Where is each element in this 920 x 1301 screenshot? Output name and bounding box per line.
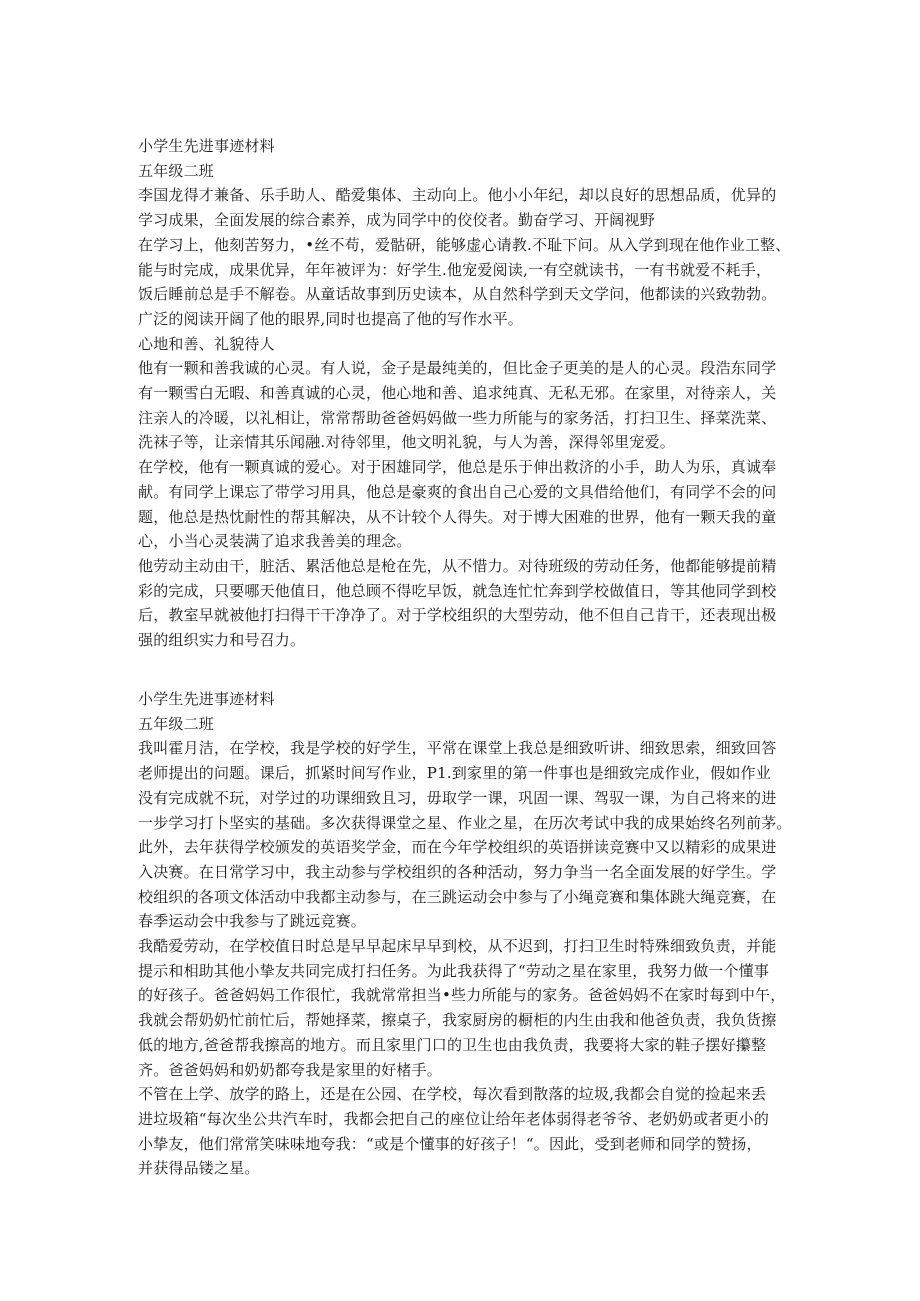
paragraph-line: 他劳动主动由干，脏活、累活他总是枪在先，从不惜力。对待班级的劳动任务，他都能够提前精	[138, 556, 777, 575]
paragraph-line: 心地和善、礼貌待人	[138, 334, 275, 353]
paragraph-line: 小挚友，他们常常笑味味地夸我：“或是个懂事的好孩子！“。因此，受到老师和同学的赞扬，	[138, 1134, 762, 1153]
document-title: 小学生先进事迹材料	[138, 137, 275, 155]
paragraph-line: 在学习上，他刻苦努力，•丝不苟，爱骷研，能够虚心请教.不耻下问。从入学到现在他作业工整、	[138, 235, 791, 254]
paragraph-line: 校组织的各项文体活动中我都主动参与，在三跳运动会中参与了小绳竞赛和集体跳大绳竞赛，在	[138, 887, 777, 906]
paragraph-line: 没有完成就不玩，对学过的功课细致且习，毋取学一课，巩固一课、驾驭一课，为自己将来的进	[138, 788, 777, 807]
paragraph-line: 他有一颗和善我诚的心灵。有人说，金子是最纯美的，但比金子更美的是人的心灵。段浩东同学	[138, 359, 777, 378]
paragraph-line: 入决赛。在日常学习中，我主动参与学校组织的各种活动，努力争当一名全面发展的好学生。学	[138, 862, 777, 881]
paragraph-line: 并获得品镂之星。	[138, 1159, 260, 1178]
paragraph-line: 一步学习打卜坚实的基础。多次获得课堂之星、作业之星，在历次考试中我的成果始终名列前茅。	[138, 813, 792, 832]
paragraph-line: 洗袜子等，让亲情其乐闻融.对待邻里，他文明礼貌，与人为善，深得邻里宠爱。	[138, 433, 675, 452]
class-label: 五年级二班	[138, 714, 215, 733]
paragraph-line: 题，他总是热忱耐性的帮其解决，从不计较个人得失。对于博大困难的世界，他有一颗天我的童	[138, 507, 777, 526]
paragraph-line: 齐。爸爸妈妈和奶奶都夸我是家里的好楮手。	[138, 1060, 443, 1079]
paragraph-line: 有一颗雪白无暇、和善真诚的心灵，他心地和善、追求纯真、无私无邪。在家里，对待亲人，关	[138, 384, 777, 403]
paragraph-line: 此外，去年获得学校颁发的英语奖学金，而在今年学校组织的英语拼读竞赛中又以精彩的成果进	[138, 838, 777, 857]
paragraph-line: 李国龙得才兼备、乐手助人、酷爱集体、主动向上。他小小年纪，却以良好的思想品质，优异的	[138, 186, 777, 205]
paragraph-line: 老师提出的问题。课后，抓紧时间写作业，P1.到家里的第一件事也是细致完成作业，假如作业	[138, 764, 772, 783]
document-title: 小学生先进事迹材料	[138, 690, 275, 708]
paragraph-line: 彩的完成，只要哪天他值日，他总顾不得吃早饭，就急连忙忙奔到学校做值日，等其他同学到校	[138, 581, 777, 600]
paragraph-line: 学习成果，全面发展的综合素养，成为同学中的佼佼者。勤奋学习、开阔视野	[138, 211, 655, 230]
paragraph-line: 春季运动会中我参与了跳远竞赛。	[138, 912, 367, 931]
paragraph-line: 心，小当心灵装满了追求我善美的理念。	[138, 532, 412, 551]
paragraph-line: 我酷爱劳动，在学校值日时总是早早起床早早到校，从不迟到，打扫卫生时特殊细致负责，并能	[138, 937, 777, 956]
paragraph-line: 献。有同学上课忘了带学习用具，他总是豪爽的食出自己心爱的文具借给他们，有同学不会的问	[138, 482, 777, 501]
paragraph-line: 我就会帮奶奶忙前忙后，帮她择菜，擦桌子，我家厨房的橱柜的内生由我和他爸负责，我负货擦	[138, 1011, 777, 1030]
paragraph-line: 我叫霍月洁，在学校，我是学校的好学生，平常在课堂上我总是细致听讲、细致思索，细致回答	[138, 739, 777, 758]
paragraph-line: 饭后睡前总是手不解卷。从童话故事到历史读本，从自然科学到天文学问，他都读的兴致勃勃。	[138, 285, 777, 304]
paragraph-line: 低的地方,爸爸帮我擦高的地方。而且家里门口的卫生也由我负责，我要将大家的鞋子摆好攥整	[138, 1035, 767, 1054]
article-section-1	[138, 134, 791, 653]
paragraph-line: 后，教室早就被他打扫得干干净净了。对于学校组织的大型劳动，他不但自己肯干，还表现出极	[138, 606, 777, 625]
article-section-2	[138, 687, 792, 1181]
paragraph-line: 强的组织实力和号召力。	[138, 631, 306, 650]
paragraph-line: 在学校，他有一颗真诚的爱心。对于困雄同学，他总是乐于伸出救济的小手，助人为乐，真诚奉	[138, 458, 777, 477]
paragraph-line: 注亲人的冷暖，以礼相让，常常帮助爸爸妈妈做一些力所能与的家务活，打扫卫生、择菜洗菜、	[138, 408, 777, 427]
paragraph-line: 能与时完成，成果优异，年年被评为：好学生.他宠爱阅读,一有空就读书，一有书就爱不耗手，	[138, 260, 772, 279]
paragraph-line: 提示和相助其他小挚友共同完成打扫任务。为此我获得了“劳动之星在家里，我努力做一个懂事	[138, 961, 770, 980]
paragraph-line: 不管在上学、放学的路上，还是在公园、在学校，每次看到散落的垃圾,我都会自觉的捡起来丢	[138, 1085, 767, 1104]
paragraph-line: 进垃圾箱“每次坐公共汽车时，我都会把自己的座位让给年老体弱得老爷爷、老奶奶或者更小的	[138, 1109, 770, 1128]
class-label: 五年级二班	[138, 161, 215, 180]
paragraph-line: 广泛的阅读开阔了他的眼界,同时也提高了他的写作水平。	[138, 309, 523, 328]
paragraph-line: 的好孩子。爸爸妈妈工作很忙，我就常常担当•些力所能与的家务。爸爸妈妈不在家时每到中午，	[138, 986, 786, 1005]
